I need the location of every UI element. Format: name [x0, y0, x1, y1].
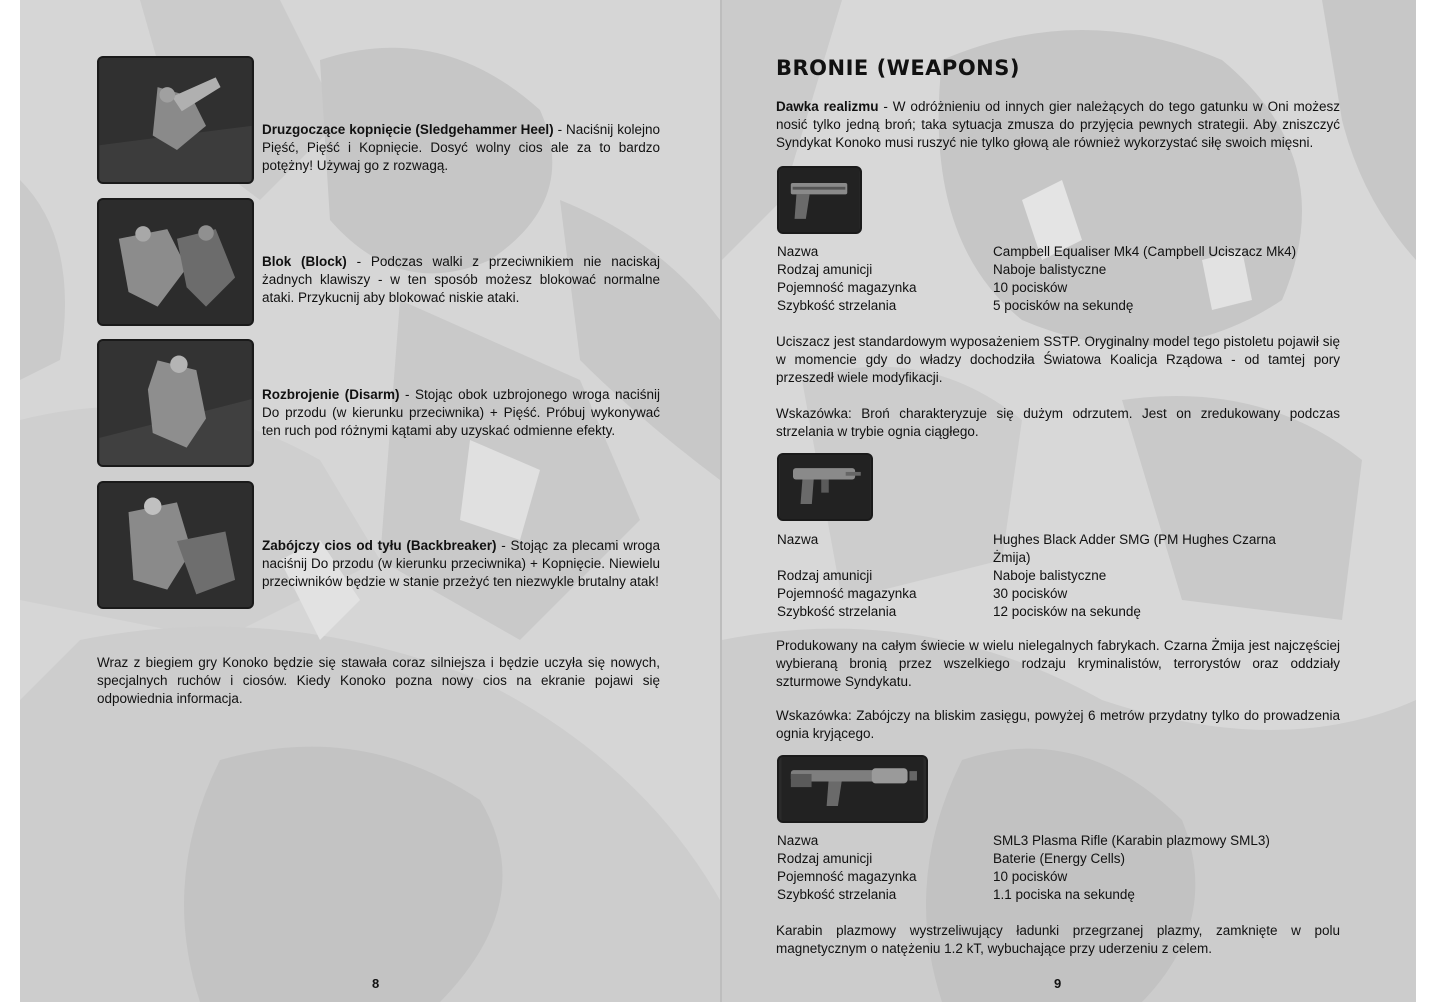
move-title: Blok (Block): [262, 254, 347, 269]
spec-label-capacity: Pojemność magazynka: [777, 869, 917, 884]
spec-label-rate: Szybkość strzelania: [777, 604, 897, 619]
intro-title: Dawka realizmu: [776, 99, 879, 114]
intro-body: - W odróżnieniu od innych gier należących do tego gatunku w Oni możesz nosić tylko jedną broń; taka sytuacja zmusza do przyjęcia pewnych strategii. Aby zniszczyć Syndykat Konoko musi ruszyć nie tylko głową ale również wykorzystać siłę swoich mięsni.: [776, 99, 1341, 150]
move-description: - Stojąc za plecami wroga naciśnij Do przodu (w kierunku przeciwnika) + Kopnięcie. Niewielu przeciwników będzie w stanie przeżyć ten niezwykle brutalny atak!: [262, 538, 660, 589]
weapon-specs-plasma-rifle: [777, 832, 1347, 904]
spec-value-name: Hughes Black Adder SMG (PM Hughes Czarna Żmija): [993, 532, 1276, 565]
move-title: Rozbrojenie (Disarm): [262, 387, 400, 402]
move-screenshot-block: [97, 198, 254, 326]
spec-value-ammo: Naboje balistyczne: [993, 262, 1107, 277]
spec-label-rate: Szybkość strzelania: [777, 298, 897, 313]
spec-label-ammo: Rodzaj amunicji: [777, 568, 873, 583]
spec-label-name: Nazwa: [777, 532, 819, 547]
spec-value-rate: 5 pocisków na sekundę: [993, 298, 1134, 313]
move-title: Zabójczy cios od tyłu (Backbreaker): [262, 538, 497, 553]
page-title: BRONIE (WEAPONS): [776, 56, 1020, 80]
spec-value-name: SML3 Plasma Rifle (Karabin plazmowy SML3): [993, 833, 1270, 848]
pistol-icon: [779, 168, 860, 232]
smg-icon: [779, 455, 871, 519]
intro-paragraph: [776, 98, 1340, 152]
spec-value-ammo: Baterie (Energy Cells): [993, 851, 1126, 866]
spec-label-ammo: Rodzaj amunicji: [777, 262, 873, 277]
weapon-image-plasma-rifle: [777, 755, 928, 823]
move-backbreaker: [262, 537, 660, 591]
weapon-specs-campbell: [777, 243, 1347, 315]
weapon-description-plasma-rifle: Karabin plazmowy wystrzeliwujący ładunki przegrzanej plazmy, zamknięte w polu magnetycznym o natężeniu 1.2 kT, wybuchające przy uderzeniu z celem.: [776, 923, 1340, 956]
move-description: - Stojąc obok uzbrojonego wroga naciśnij Do przodu (w kierunku przeciwnika) + Pięść. Próbuj wykonywać ten ruch pod różnymi kątami aby uzyskać odmienne efekty.: [262, 387, 660, 438]
spec-value-ammo: Naboje balistyczne: [993, 568, 1107, 583]
move-description: - Naciśnij kolejno Pięść, Pięść i Kopnięcie. Dosyć wolny cios ale za to bardzo potężny! Używaj go z rozwagą.: [262, 122, 661, 173]
move-screenshot-sledgehammer-heel: [97, 56, 254, 184]
spec-value-capacity: 30 pocisków: [993, 586, 1068, 601]
spec-value-rate: 12 pocisków na sekundę: [993, 604, 1141, 619]
spec-label-name: Nazwa: [777, 244, 819, 259]
plasma-rifle-icon: [779, 757, 926, 821]
spec-value-rate: 1.1 pociska na sekundę: [993, 887, 1135, 902]
move-screenshot-disarm: [97, 339, 254, 467]
weapon-tip-campbell: Wskazówka: Broń charakteryzuje się dużym odrzutem. Jest on zredukowany podczas strzelania w trybie ognia ciągłego.: [776, 406, 1340, 439]
move-disarm: [262, 386, 660, 440]
spec-value-capacity: 10 pocisków: [993, 280, 1068, 295]
move-block: [262, 253, 660, 307]
spec-label-name: Nazwa: [777, 833, 819, 848]
spec-label-rate: Szybkość strzelania: [777, 887, 897, 902]
spec-value-name: Campbell Equaliser Mk4 (Campbell Uciszacz Mk4): [993, 244, 1297, 259]
spec-label-ammo: Rodzaj amunicji: [777, 851, 873, 866]
move-title: Druzgoczące kopnięcie (Sledgehammer Heel): [262, 122, 554, 137]
move-description: - Podczas walki z przeciwnikiem nie naciskaj żadnych klawiszy - w ten sposób możesz blokować normalne ataki. Przykucnij aby blokować niskie ataki.: [262, 254, 660, 305]
closing-paragraph: Wraz z biegiem gry Konoko będzie się stawała coraz silniejsza i będzie uczyła się nowych, specjalnych ruchów i ciosów. Kiedy Konoko pozna nowy cios na ekranie pojawi się odpowiednia informacja.: [97, 655, 660, 706]
page-number-right: 9: [1054, 976, 1062, 991]
weapon-image-black-adder: [777, 453, 873, 521]
weapon-image-campbell: [777, 166, 862, 234]
move-screenshot-backbreaker: [97, 481, 254, 609]
move-sledgehammer-heel: [262, 121, 660, 175]
spec-value-capacity: 10 pocisków: [993, 869, 1068, 884]
weapon-description-campbell: Uciszacz jest standardowym wyposażeniem SSTP. Oryginalny model tego pistoletu pojawił się w momencie gdy do władzy dochodziła Światowa Koalicja Rządowa - od tamtej pory przeszedł wiele modyfikacji.: [776, 334, 1340, 385]
weapon-tip-black-adder: Wskazówka: Zabójczy na bliskim zasięgu, powyżej 6 metrów przydatny tylko do prowadzenia ognia kryjącego.: [776, 708, 1340, 741]
weapon-specs-black-adder: [777, 531, 1347, 621]
spec-label-capacity: Pojemność magazynka: [777, 586, 917, 601]
page-number-left: 8: [372, 976, 380, 991]
spec-label-capacity: Pojemność magazynka: [777, 280, 917, 295]
weapon-description-black-adder: Produkowany na całym świecie w wielu nielegalnych fabrykach. Czarna Żmija jest najczęściej wybieraną bronią przez wszelkiego rodzaju kryminalistów, terrorystów oraz oddziały szturmowe Syndykatu.: [776, 638, 1340, 689]
